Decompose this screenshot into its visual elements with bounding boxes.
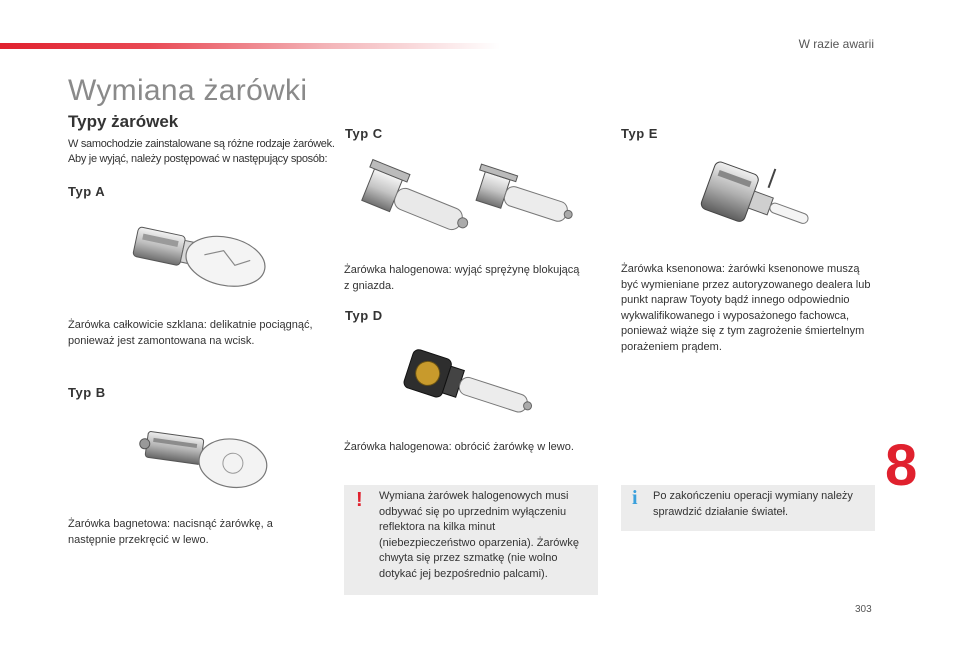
section-name: W razie awarii (798, 37, 874, 51)
bulb-type-d-image (398, 344, 548, 429)
type-b-heading: Typ B (68, 385, 106, 400)
bulb-type-b-image (135, 426, 285, 496)
info-icon: i (632, 487, 638, 509)
bulb-type-c-image (358, 158, 588, 253)
intro-text: W samochodzie zainstalowane są różne rodzaje żarówek. Aby je wyjąć, należy postępować w następujący sposób: (68, 138, 335, 165)
type-d-heading: Typ D (345, 308, 383, 323)
type-a-description: Żarówka całkowicie szklana: delikatnie pociągnąć, ponieważ jest zamontowana na wcisk. (68, 319, 313, 347)
type-c-description: Żarówka halogenowa: wyjąć sprężynę blokującą z gniazda. (344, 264, 580, 292)
type-b-description: Żarówka bagnetowa: nacisnąć żarówkę, a następnie przekręcić w lewo. (68, 518, 273, 546)
warning-icon: ! (356, 489, 363, 511)
type-e-description: Żarówka ksenonowa: żarówki ksenonowe muszą być wymieniane przez autoryzowanego dealera lub punkt napraw Toyoty bądź innego odpowiednio wykwalifikowanego i wyposażonego fachowca, ponieważ wiąże się z tym zagrożenie śmiertelnym porażeniem prądem. (621, 263, 871, 353)
bulb-type-a-image (125, 224, 275, 299)
chapter-number: 8 (885, 433, 918, 498)
warning-text: Wymiana żarówek halogenowych musi odbywać się po uprzednim wyłączeniu reflektora na kilka minut (niebezpieczeństwo oparzenia). Żarówkę chwyta się przez szmatkę (nie wolno dotykać jej bezpośrednio palcami). (379, 490, 579, 580)
header-accent-bar (0, 43, 500, 49)
section-subtitle: Typy żarówek (68, 112, 179, 131)
page-title: Wymiana żarówki (68, 74, 308, 107)
bulb-type-e-image (693, 155, 823, 250)
type-c-heading: Typ C (345, 126, 383, 141)
type-a-heading: Typ A (68, 184, 106, 199)
info-text: Po zakończeniu operacji wymiany należy sprawdzić działanie świateł. (653, 490, 853, 518)
type-e-heading: Typ E (621, 126, 658, 141)
type-d-description: Żarówka halogenowa: obrócić żarówkę w lewo. (344, 441, 574, 453)
page-number: 303 (855, 604, 872, 615)
